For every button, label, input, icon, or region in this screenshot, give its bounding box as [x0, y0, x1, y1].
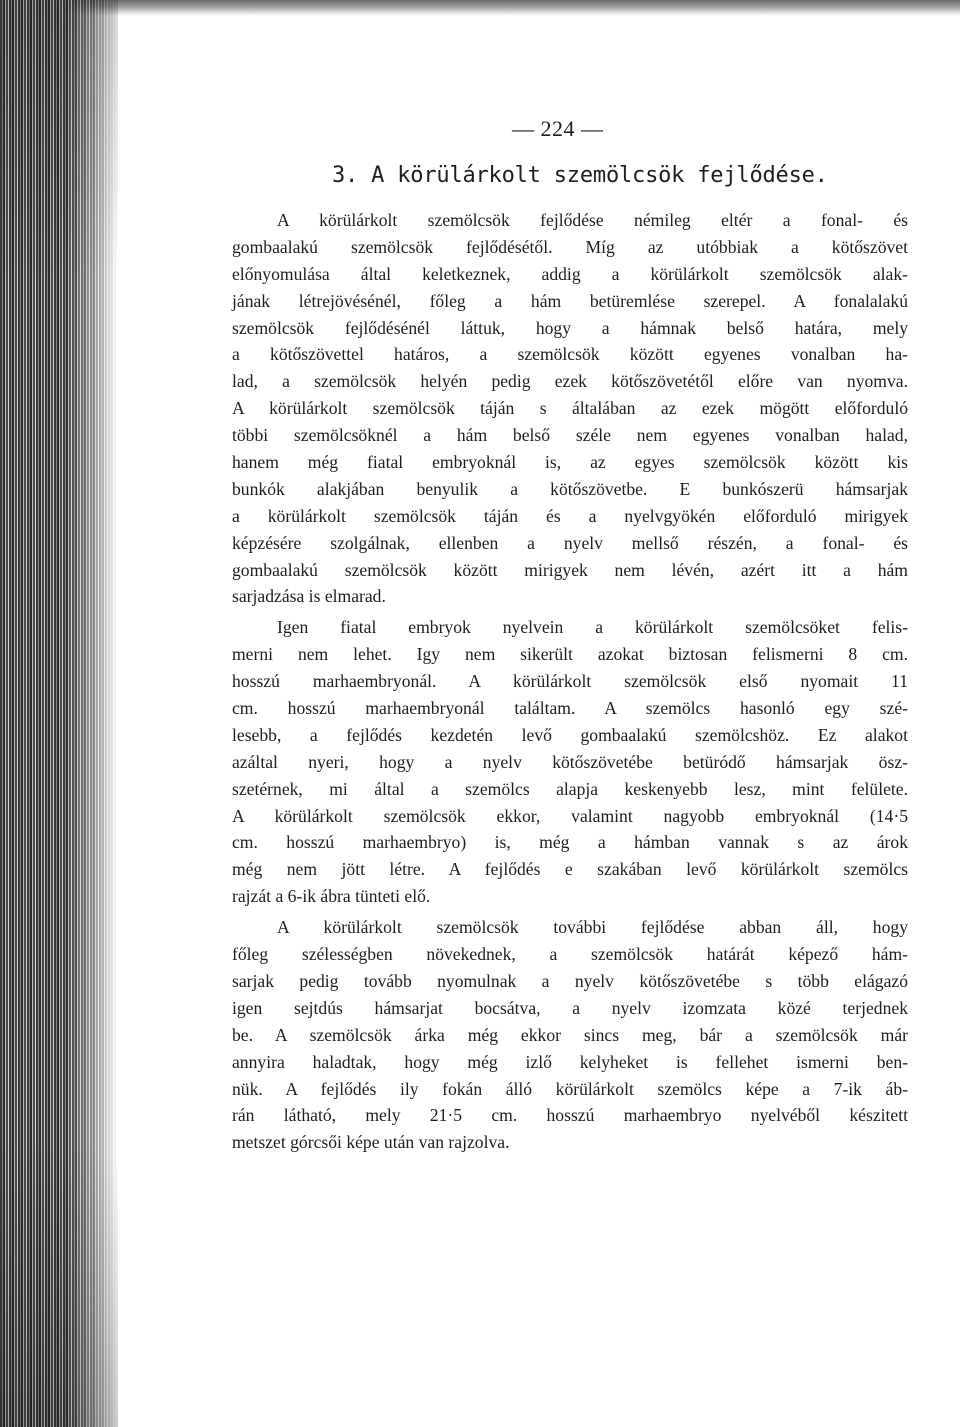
text-line: lad, a szemölcsök helyén pedig ezek kötőszövetétől előre van nyomva.: [232, 371, 908, 392]
text-line: nük. A fejlődés ily fokán álló körülárkolt szemölcs képe a 7-ik áb-: [232, 1078, 908, 1099]
text-line: merni nem lehet. Igy nem sikerült azokat biztosan felismerni 8 cm.: [232, 644, 908, 665]
text-line: még nem jött létre. A fejlődés e szakában levő körülárkolt szemölcs: [232, 859, 908, 880]
text-line: szetérnek, mi által a szemölcs alapja keskenyebb lesz, mint felülete.: [232, 778, 908, 799]
text-line: rán látható, mely 21·5 cm. hosszú marhaembryo nyelvéből készitett: [232, 1105, 908, 1126]
text-line: főleg szélességben növekednek, a szemölcsök határát képező hám-: [232, 944, 908, 965]
text-line: rajzát a 6-ik ábra tünteti elő.: [232, 886, 431, 907]
text-line: a kötőszövettel határos, a szemölcsök között egyenes vonalban ha-: [232, 344, 908, 365]
text-line: sarjak pedig tovább nyomulnak a nyelv kötőszövetébe s több elágazó: [232, 970, 908, 991]
text-line: cm. hosszú marhaembryo) is, még a hámban vannak s az árok: [232, 832, 908, 853]
text-line: be. A szemölcsök árka még ekkor sincs meg, bár a szemölcsök már: [232, 1024, 908, 1045]
text-line: cm. hosszú marhaembryonál találtam. A szemölcs hasonló egy szé-: [232, 698, 908, 719]
text-line: hosszú marhaembryonál. A körülárkolt szemölcsök első nyomait 11: [232, 671, 908, 692]
text-line: jának létrejövésénél, főleg a hám betüremlése szerepel. A fonalalakú: [232, 290, 908, 311]
text-line: képzésére szolgálnak, ellenben a nyelv mellső részén, a fonal- és: [232, 532, 908, 553]
text-line: gombaalakú szemölcsök között mirigyek nem lévén, azért itt a hám: [232, 559, 908, 580]
text-line: A körülárkolt szemölcsök további fejlődése abban áll, hogy: [277, 917, 908, 938]
text-line: szemölcsök fejlődésénél láttuk, hogy a hámnak belső határa, mely: [232, 317, 908, 338]
scan-top-edge: [0, 0, 960, 16]
body-text: [232, 207, 908, 1156]
section-title: 3. A körülárkolt szemölcsök fejlődése.: [332, 163, 828, 188]
text-line: hanem még fiatal embryoknál is, az egyes szemölcsök között kis: [232, 452, 908, 473]
text-line: előnyomulása által keletkeznek, addig a körülárkolt szemölcsök alak-: [232, 263, 908, 284]
paragraph: [232, 614, 908, 910]
text-line: lesebb, a fejlődés kezdetén levő gombaalakú szemölcshöz. Ez alakot: [232, 724, 908, 745]
text-line: igen sejtdús hámsarjat bocsátva, a nyelv izomzata közé terjednek: [232, 997, 908, 1018]
text-line: A körülárkolt szemölcsök ekkor, valamint nagyobb embryoknál (14·5: [232, 805, 908, 826]
page-number: — 224 —: [512, 116, 604, 141]
text-line: többi szemölcsöknél a hám belső széle nem egyenes vonalban halad,: [232, 425, 908, 446]
text-line: A körülárkolt szemölcsök fejlődése némileg eltér a fonal- és: [277, 210, 908, 230]
text-line: azáltal nyeri, hogy a nyelv kötőszövetébe betüródő hámsarjak ösz-: [232, 751, 908, 772]
paragraph: [232, 207, 908, 610]
text-line: gombaalakú szemölcsök fejlődésétől. Míg az utóbbiak a kötőszövet: [232, 236, 908, 257]
text-line: a körülárkolt szemölcsök táján és a nyelvgyökén előforduló mirigyek: [232, 505, 908, 526]
text-line: metszet górcsői képe után van rajzolva.: [232, 1132, 510, 1153]
text-line: Igen fiatal embryok nyelvein a körülárkolt szemölcsöket felis-: [277, 617, 908, 638]
text-line: sarjadzása is elmarad.: [232, 586, 386, 607]
text-line: annyira haladtak, hogy még izlő kelyheket is fellehet ismerni ben-: [232, 1051, 908, 1072]
text-line: A körülárkolt szemölcsök táján s általában az ezek mögött előforduló: [232, 398, 908, 419]
gutter-shadow: [0, 0, 118, 1427]
text-line: bunkók alakjában benyulik a kötőszövetbe. E bunkószerü hámsarjak: [232, 478, 908, 499]
paragraph: [232, 914, 908, 1156]
